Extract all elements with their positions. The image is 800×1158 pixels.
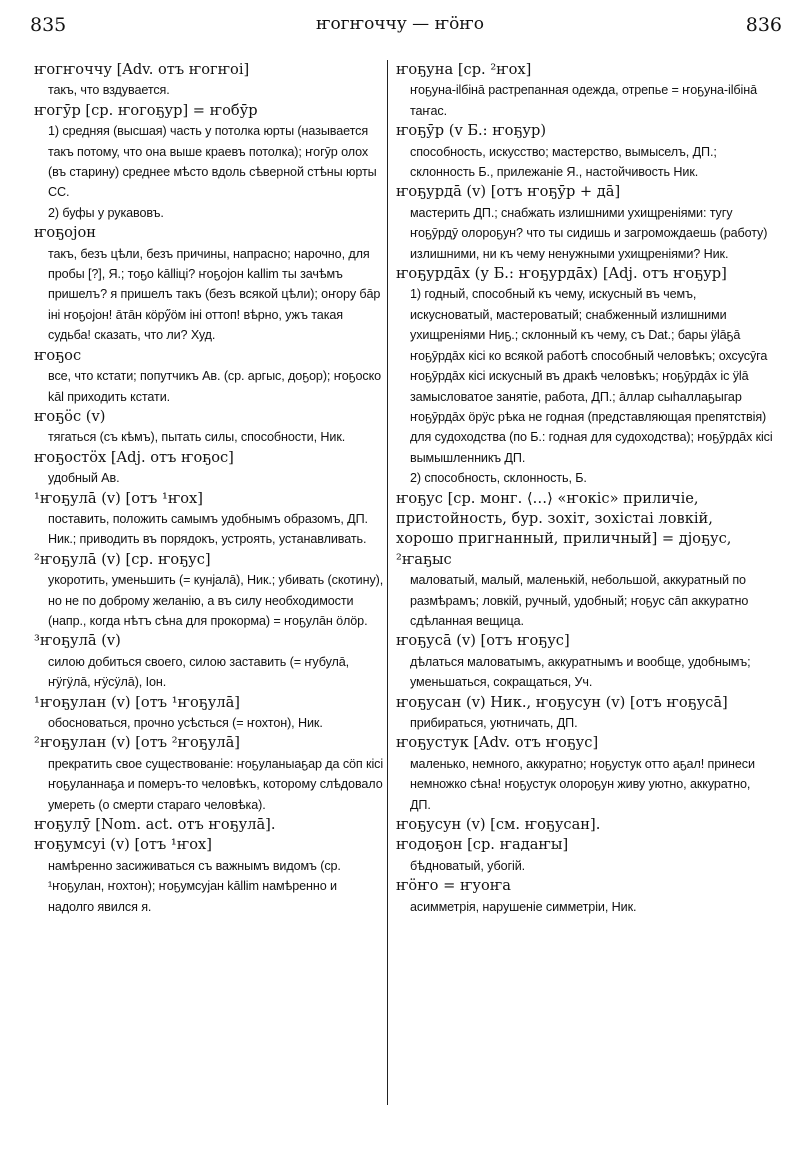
dictionary-entry <box>34 631 384 692</box>
dictionary-entry <box>34 835 384 917</box>
dictionary-entry <box>34 407 384 448</box>
entry-definition <box>48 427 384 447</box>
entry-headword: ³ҥоҕулā (v) <box>34 632 121 650</box>
entry-headword: ҥоҕӯр (v Б.: ҥоҕур) <box>396 122 547 140</box>
dictionary-entry <box>34 223 384 345</box>
dictionary-entry <box>34 489 384 550</box>
entry-headword: ҥоҕумсуі (v) [отъ ¹ҥох] <box>34 836 212 854</box>
entry-definition <box>48 713 384 733</box>
entry-headword: ҥоҕулӯ [Nom. act. отъ ҥоҕулā]. <box>34 816 276 834</box>
definition-sense: ҥоҕуна-іlбінā растрепанная одежда, отрепье = ҥоҕуна-іlбінā таҥас. <box>410 83 757 118</box>
definition-sense: 2) способность, склонность, Б. <box>410 471 587 486</box>
entry-definition <box>410 897 774 917</box>
entry-headword: ҥогҥоччу [Adv. отъ ҥогҥоі] <box>34 61 250 78</box>
definition-sense: обосноваться, прочно усѣсться (= ҥохтон), Ник. <box>48 716 323 730</box>
dictionary-entry <box>396 60 774 121</box>
entry-definition <box>48 652 384 693</box>
entry-headword: ҥоҕостӧх [Adj. отъ ҥоҕос] <box>34 448 234 466</box>
definition-sense: все, что кстати; попутчикъ Ав. (ср. аргыс, доҕор); ҥоҕоско kāl приходить кстати. <box>48 369 382 404</box>
entry-headword: ҥоҕусун (v) [см. ҥоҕусан]. <box>396 816 601 834</box>
definition-sense: асимметрія, нарушеніе симметріи, Ник. <box>410 899 637 914</box>
dictionary-entry <box>396 835 774 876</box>
entry-definition <box>410 570 774 631</box>
entry-headword: ҥоҕусā (v) [отъ ҥоҕус] <box>396 632 570 650</box>
entry-headword: ҥодоҕон [ср. ҥадаҥы] <box>396 836 569 854</box>
entry-definition <box>48 244 384 346</box>
definition-sense: 2) буфы у рукавовъ. <box>48 205 164 220</box>
entry-definition <box>48 121 384 223</box>
dictionary-entry <box>34 733 384 815</box>
entry-headword: ҥогӯр [ср. ҥогоҕур] = ҥобӯр <box>34 101 258 119</box>
definition-sense: 1) годный, способный къ чему, искусный въ чемъ, искусноватый, мастероватый; снабженный излишними ухищреніями Ниҕ.; склонный къ чему, съ Dat.; бары ӱlāҕā ҥоҕӯрдāх кісі ко всякой работѣ способный человѣкъ; охсусӯга ҥоҕӯрдāх кісі искусный въ дракѣ человѣкъ; ҥоҕӯрдāх іс ӱlā замысловатое занятіе, работа, ДП.; āллар сыһаллаҕыгар ҥоҕӯрдāх ӧрӱс рѣка не годная (представляющая препятствія) для судоходства (по Б.: годная для судоходства); ҥоҕӯрдāх кісі вымышленникъ ДП. <box>410 287 773 465</box>
dictionary-entry <box>396 182 774 264</box>
entry-definition <box>410 652 774 693</box>
entry-headword: ҥоҕос <box>34 346 82 364</box>
entry-definition <box>410 80 774 121</box>
definition-sense: маловатый, малый, маленькій, небольшой, аккуратный по размѣрамъ; ловкій, ручный, удобный; ҥоҕус сāп аккуратно сдѣланная вещица. <box>410 573 749 628</box>
entry-headword: ²ҥоҕулā (v) [ср. ҥоҕус] <box>34 550 211 568</box>
page-number-right: 836 <box>745 14 782 36</box>
entry-definition <box>48 754 384 815</box>
entry-headword: ¹ҥоҕулā (v) [отъ ¹ҥох] <box>34 489 203 507</box>
entry-definition <box>410 754 774 815</box>
entry-headword: ²ҥоҕулан (v) [отъ ²ҥоҕулā] <box>34 734 240 752</box>
entry-definition <box>410 856 774 876</box>
dictionary-entry <box>396 264 774 488</box>
dictionary-entry <box>34 346 384 407</box>
right-column <box>396 60 774 917</box>
entry-headword: ҥоҕустук [Adv. отъ ҥоҕус] <box>396 734 599 752</box>
dictionary-entry <box>396 631 774 692</box>
entry-definition <box>48 856 384 917</box>
definition-sense: 1) средняя (высшая) часть у потолка юрты (называется такъ потому, что она выше краевъ потолка); ҥогӯр олох (въ старину) среднее мѣсто вдоль сѣверной стѣны юрты СС. <box>48 124 377 200</box>
definition-sense: дѣлаться маловатымъ, аккуратнымъ и вообще, удобнымъ; уменьшаться, сокращаться, Уч. <box>410 654 751 690</box>
dictionary-entry <box>396 489 774 632</box>
dictionary-entry <box>396 733 774 815</box>
definition-sense: прибираться, уютничать, ДП. <box>410 716 578 730</box>
entry-definition <box>410 203 774 264</box>
entry-definition <box>410 713 774 733</box>
entry-definition <box>48 366 384 407</box>
dictionary-entry <box>396 693 774 734</box>
entry-definition <box>48 570 384 631</box>
entry-headword: ҥоҕусан (v) Ник., ҥоҕусун (v) [отъ ҥоҕусā] <box>396 693 728 711</box>
column-divider <box>387 60 388 1105</box>
entry-definition <box>410 142 774 183</box>
entry-headword: ҥӧҥо = ҥуоҥа <box>396 877 511 895</box>
entry-headword: ҥоҕус [ср. монг. ⟨…⟩ «ҥокіс» приличіе, пристойность, бур. зохіт, зохістаі ловкій, хорошо пригнанный, приличный] = дјоҕус, ²ҥаҕыс <box>396 489 732 568</box>
entry-headword: ҥоҕурдāх (у Б.: ҥоҕурдāх) [Adj. отъ ҥоҕур] <box>396 265 727 283</box>
dictionary-entry <box>34 448 384 489</box>
entry-definition <box>48 80 384 100</box>
definition-sense: поставить, положить самымъ удобнымъ образомъ, ДП. Ник.; приводить въ порядокъ, устроять, устанавливать. <box>48 511 368 547</box>
definition-sense: такъ, что вздувается. <box>48 83 170 98</box>
dictionary-entry <box>34 101 384 223</box>
left-column <box>34 60 384 917</box>
entry-headword: ҥоҕуна [ср. ²ҥох] <box>396 61 532 78</box>
definition-sense: маленько, немного, аккуратно; ҥоҕустук отто аҕал! принеси немножко сѣна! ҥоҕустук олороҕун живу уютно, аккуратно, ДП. <box>410 756 755 812</box>
definition-sense: такъ, безъ цѣли, безъ причины, напрасно; нарочно, для пробы [?], Я.; тоҕо kāllіці? ҥоҕојон kаllіm ты зачѣмъ пришелъ? я пришелъ такъ (безъ всякой цѣли); оҥору бāр іні ҥоҕојон! āтāн кӧрӳӧм іні оттоп! вѣрно, ужъ такая судьба! сказать, что ли? Худ. <box>48 246 381 343</box>
entry-definition <box>410 284 774 488</box>
entry-headword: ¹ҥоҕулан (v) [отъ ¹ҥоҕулā] <box>34 693 240 711</box>
definition-sense: удобный Ав. <box>48 471 120 486</box>
definition-sense: способность, искусство; мастерство, вымыселъ, ДП.; склонность Б., прилежаніе Я., настойчивость Ник. <box>410 144 717 180</box>
running-title: ҥогҥоччу — ҥӧҥо <box>315 14 485 34</box>
entry-headword: ҥоҕојон <box>34 224 97 242</box>
dictionary-entry <box>396 815 774 835</box>
entry-definition <box>48 509 384 550</box>
definition-sense: укоротить, уменьшить (= кунјалā), Ник.; убивать (скотину), но не по доброму желанію, а въ силу необходимости (напр., когда нѣтъ сѣна для прокорма) = ҥоҕулāн ӧлӧр. <box>48 573 384 628</box>
definition-sense: намѣренно засиживаться съ важнымъ видомъ (ср. ¹ҥоҕулан, ҥохтон); ҥоҕумсујан kāllіm намѣренно и надолго явился я. <box>48 858 341 914</box>
dictionary-entry <box>396 121 774 182</box>
entry-headword: ҥоҕурдā (v) [отъ ҥоҕӯр + дā] <box>396 183 621 201</box>
definition-sense: силою добиться своего, силою заставить (= ҥубулā, ҥӱгӱлā, ҥӱсӱлā), Іон. <box>48 654 350 690</box>
definition-sense: прекратить свое существованіе: ҥоҕуланыаҕар да сӧп кісі ҥоҕуланнаҕа и померъ-то человѣкъ, которому слѣдовало умереть (о смерти стараго человѣка). <box>48 756 384 812</box>
page-header <box>0 0 800 56</box>
definition-sense: бѣдноватый, убогій. <box>410 858 526 873</box>
definition-sense: мастерить ДП.; снабжать излишними ухищреніями: тугу ҥоҕӯрдӯ олороҕун? что ты сидишь и загромождаешь (работу) излишними, ни къ чему ненужными ухищреніями? Ник. <box>410 205 768 261</box>
dictionary-entry <box>34 60 384 101</box>
definition-sense: тягаться (съ кѣмъ), пытать силы, способности, Ник. <box>48 430 346 445</box>
entry-headword: ҥоҕӧс (v) <box>34 407 106 425</box>
dictionary-entry <box>396 876 774 917</box>
page-number-left: 835 <box>30 14 67 36</box>
dictionary-entry <box>34 550 384 632</box>
dictionary-entry <box>34 693 384 734</box>
dictionary-entry <box>34 815 384 835</box>
entry-definition <box>48 468 384 488</box>
